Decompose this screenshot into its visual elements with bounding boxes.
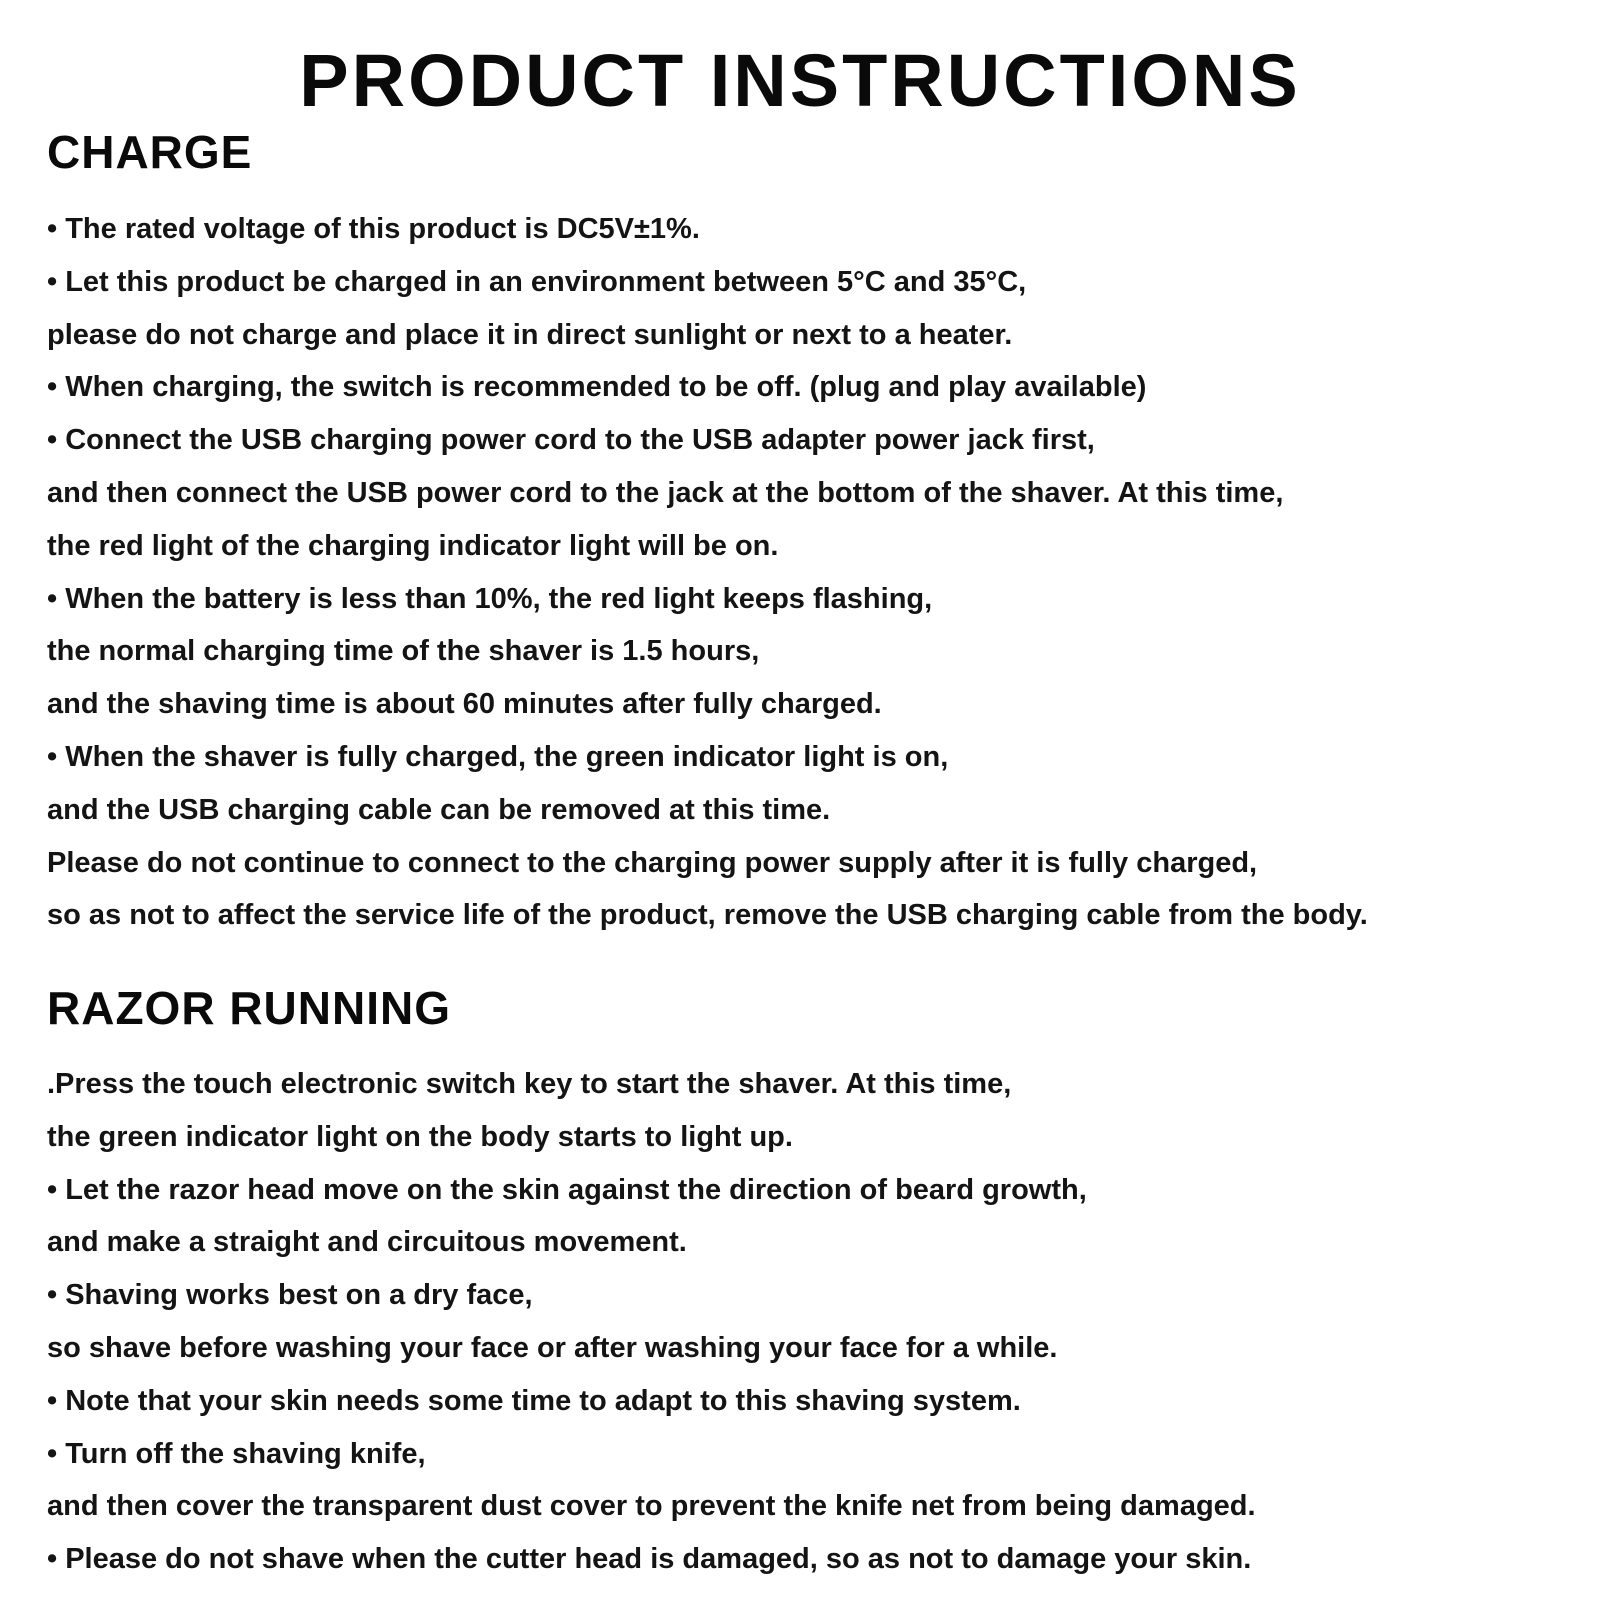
instruction-line: so as not to affect the service life of the product, remove the USB charging cable from the body. <box>47 899 1368 932</box>
section-heading-charge: CHARGE <box>47 126 253 178</box>
instruction-line: • Shaving works best on a dry face, <box>47 1279 533 1312</box>
instruction-line: Please do not continue to connect to the charging power supply after it is fully charged, <box>47 846 1258 879</box>
instruction-line: and then connect the USB power cord to the jack at the bottom of the shaver. At this time, <box>47 476 1284 509</box>
instruction-line: the normal charging time of the shaver is 1.5 hours, <box>47 635 760 668</box>
instruction-line: • The rated voltage of this product is DC5V±1%. <box>47 213 700 245</box>
instruction-line: .Press the touch electronic switch key to start the shaver. At this time, <box>47 1068 1012 1100</box>
instruction-line: • Please do not shave when the cutter head is damaged, so as not to damage your skin. <box>47 1543 1252 1576</box>
instruction-line: • Note that your skin needs some time to adapt to this shaving system. <box>47 1384 1021 1417</box>
instruction-line: and make a straight and circuitous movement. <box>47 1226 687 1259</box>
instruction-line: please do not charge and place it in direct sunlight or next to a heater. <box>47 318 1013 351</box>
instruction-line: and then cover the transparent dust cover to prevent the knife net from being damaged. <box>47 1490 1256 1523</box>
instruction-line: the green indicator light on the body starts to light up. <box>47 1120 793 1153</box>
instruction-line: • When the shaver is fully charged, the green indicator light is on, <box>47 740 949 773</box>
instruction-line: • Turn off the shaving knife, <box>47 1437 426 1470</box>
charge-instructions <box>47 203 1567 942</box>
instruction-line: • Connect the USB charging power cord to the USB adapter power jack first, <box>47 424 1095 457</box>
section-heading-razor-running: RAZOR RUNNING <box>47 982 451 1034</box>
instruction-line: • Let this product be charged in an environment between 5°C and 35°C, <box>47 265 1027 298</box>
instruction-line: so shave before washing your face or after washing your face for a while. <box>47 1331 1058 1364</box>
instruction-line: • Let the razor head move on the skin against the direction of beard growth, <box>47 1173 1087 1206</box>
instruction-line: and the USB charging cable can be removed at this time. <box>47 793 831 826</box>
instruction-line: the red light of the charging indicator light will be on. <box>47 529 779 562</box>
instruction-line: • When the battery is less than 10%, the red light keeps flashing, <box>47 582 933 615</box>
instruction-line: and the shaving time is about 60 minutes after fully charged. <box>47 688 882 721</box>
page-title: PRODUCT INSTRUCTIONS <box>299 39 1301 122</box>
instruction-line: • When charging, the switch is recommended to be off. (plug and play available) <box>47 371 1147 404</box>
razor-running-instructions <box>47 1058 1567 1586</box>
